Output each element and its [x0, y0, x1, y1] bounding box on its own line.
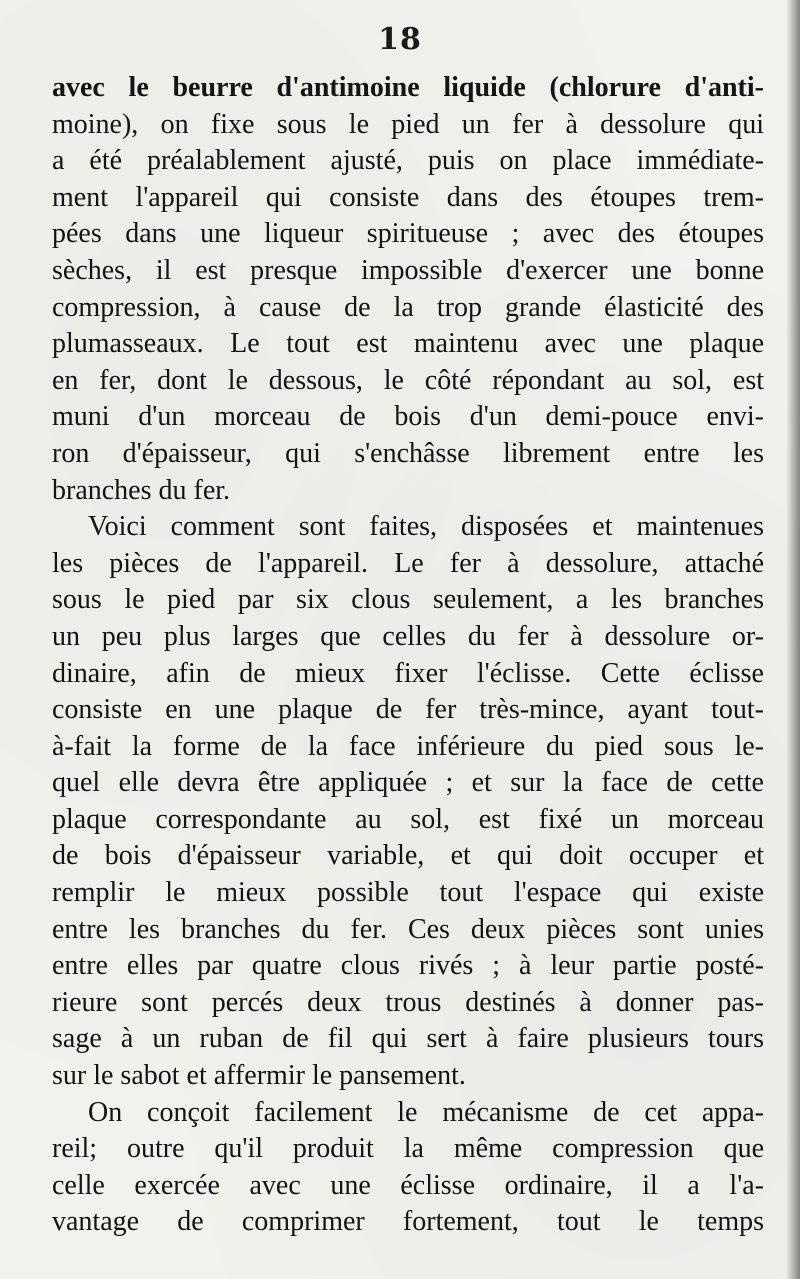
text-line: ment l'appareil qui consiste dans des étoupes trem-: [52, 181, 764, 213]
text-line: dinaire, afin de mieux fixer l'éclisse. Cette éclisse: [52, 657, 764, 689]
text-line: celle exercée avec une éclisse ordinaire, il a l'a-: [52, 1169, 764, 1201]
text-line: branches du fer.: [52, 474, 231, 506]
text-line: vantage de comprimer fortement, tout le temps: [52, 1206, 764, 1238]
text-line: sous le pied par six clous seulement, a les branches: [52, 584, 764, 616]
text-line: muni d'un morceau de bois d'un demi-pouce envi-: [52, 401, 764, 433]
text-line: entre les branches du fer. Ces deux pièces sont unies: [52, 913, 764, 945]
text-line: sur le sabot et affermir le pansement.: [52, 1060, 466, 1092]
page-edge-shadow: [786, 0, 800, 1279]
text-line: sèches, il est presque impossible d'exercer une bonne: [52, 254, 764, 286]
text-line: remplir le mieux possible tout l'espace qui existe: [52, 877, 764, 909]
text-line: a été préalablement ajusté, puis on place immédiate-: [52, 145, 764, 177]
text-line: reil; outre qu'il produit la même compression que: [52, 1133, 764, 1165]
text-line: à-fait la forme de la face inférieure du pied sous le-: [52, 730, 764, 762]
text-line: rieure sont percés deux trous destinés à donner pas-: [52, 986, 764, 1018]
text-line: les pièces de l'appareil. Le fer à dessolure, attaché: [52, 547, 764, 579]
text-line: Voici comment sont faites, disposées et maintenues: [88, 511, 764, 543]
body-text: [52, 70, 764, 1241]
text-line: ron d'épaisseur, qui s'enchâsse librement entre les: [52, 437, 764, 469]
text-line: un peu plus larges que celles du fer à dessolure or-: [52, 620, 764, 652]
text-line: On conçoit facilement le mécanisme de cet appa-: [88, 1096, 764, 1128]
text-line: sage à un ruban de fil qui sert à faire plusieurs tours: [52, 1023, 764, 1055]
text-line: avec le beurre d'antimoine liquide (chlorure d'anti-: [52, 72, 764, 103]
text-line: pées dans une liqueur spiritueuse ; avec des étoupes: [52, 218, 764, 250]
text-line: consiste en une plaque de fer très-mince, ayant tout-: [52, 694, 764, 726]
text-line: de bois d'épaisseur variable, et qui doit occuper et: [52, 840, 764, 872]
text-line: en fer, dont le dessous, le côté répondant au sol, est: [52, 364, 764, 396]
text-line: plumasseaux. Le tout est maintenu avec une plaque: [52, 328, 764, 360]
text-line: plaque correspondante au sol, est fixé un morceau: [52, 803, 764, 835]
text-line: entre elles par quatre clous rivés ; à leur partie posté-: [52, 950, 764, 982]
text-line: compression, à cause de la trop grande élasticité des: [52, 291, 764, 323]
page-number: 18: [378, 22, 422, 57]
text-line: quel elle devra être appliquée ; et sur la face de cette: [52, 767, 764, 799]
text-line: moine), on fixe sous le pied un fer à dessolure qui: [52, 108, 764, 140]
